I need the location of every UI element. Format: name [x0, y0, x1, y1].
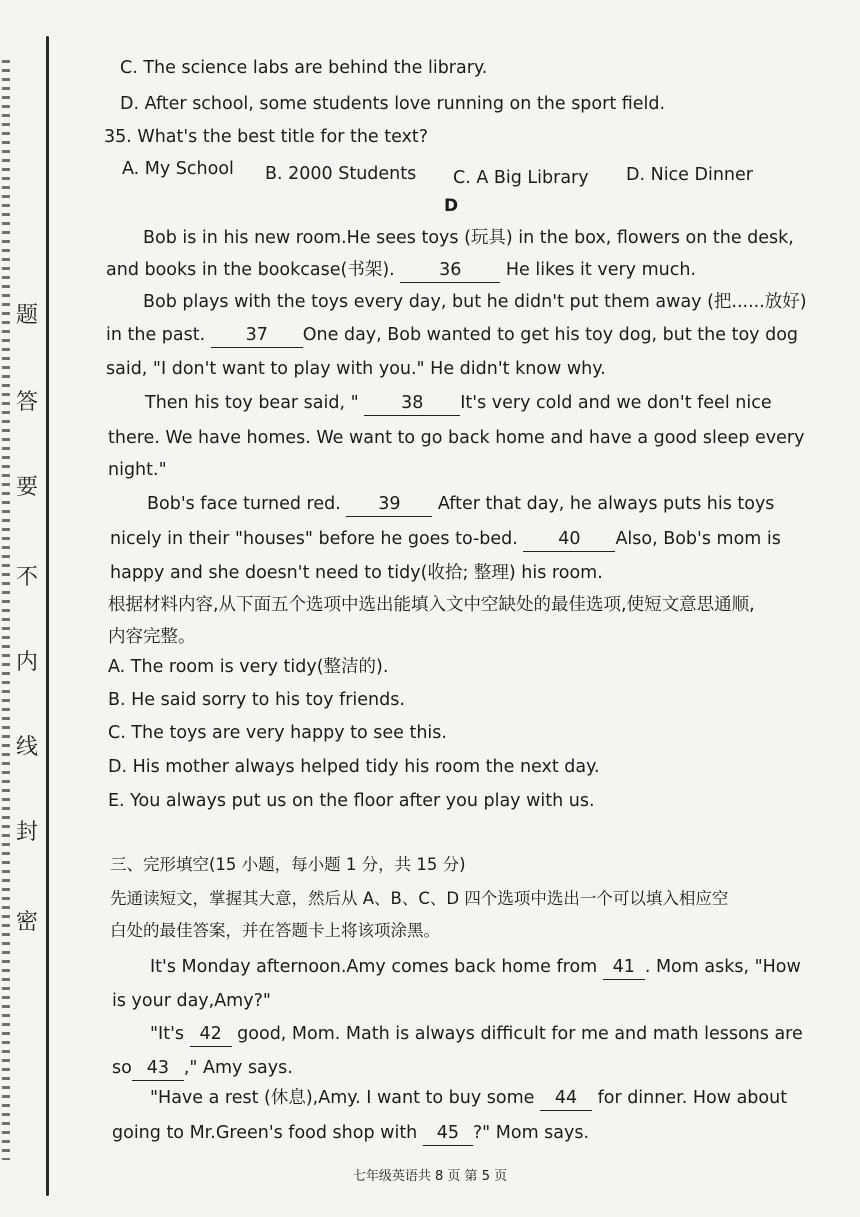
passage-d-option-c: C. The toys are very happy to see this. [108, 723, 447, 743]
passage-d-line-4: in the past. 37 One day, Bob wanted to get his toy dog, but the toy dog [106, 323, 798, 348]
cloze-line-5: "Have a rest (休息),Amy. I want to buy some 44 for dinner. How about [150, 1086, 787, 1111]
page-footer: 七年级英语共 8 页 第 5 页 [352, 1169, 508, 1184]
seal-char-5: 不 [15, 565, 38, 590]
passage-d-line-2: and books in the bookcase(书架). 36 He likes it very much. [106, 258, 696, 283]
q35-option-c: C. A Big Library [453, 168, 589, 188]
seal-char-4: 内 [15, 650, 38, 675]
cloze-line-6: going to Mr.Green's food shop with 45 ?" Mom says. [112, 1121, 589, 1146]
passage-d-option-d: D. His mother always helped tidy his room the next day. [108, 757, 600, 777]
seal-char-1: 密 [15, 910, 38, 935]
blank-41[interactable]: 41 [603, 955, 645, 980]
blank-44[interactable]: 44 [540, 1086, 592, 1111]
seal-char-2: 封 [15, 820, 38, 845]
binding-line [46, 36, 49, 1196]
blank-38[interactable]: 38 [364, 391, 460, 416]
passage-d-line-5: said, "I don't want to play with you." He didn't know why. [106, 359, 606, 379]
blank-45[interactable]: 45 [423, 1121, 473, 1146]
passage-d-line-7: there. We have homes. We want to go back home and have a good sleep every [108, 428, 805, 448]
cloze-line-3: "It's 42 good, Mom. Math is always difficult for me and math lessons are [150, 1022, 803, 1047]
cloze-instruction-1: 先通读短文，掌握其大意，然后从 A、B、C、D 四个选项中选出一个可以填入相应空 [110, 889, 729, 908]
cloze-line-4: so 43 ," Amy says. [112, 1056, 293, 1081]
cloze-instruction-2: 白处的最佳答案，并在答题卡上将该项涂黑。 [110, 921, 440, 940]
passage-d-option-e: E. You always put us on the floor after you play with us. [108, 791, 595, 811]
q35-question: 35. What's the best title for the text? [104, 127, 429, 147]
cloze-section-title: 三、完形填空(15 小题，每小题 1 分，共 15 分) [110, 855, 466, 874]
passage-d-option-b: B. He said sorry to his toy friends. [108, 690, 405, 710]
q35-option-a: A. My School [122, 159, 234, 179]
blank-40[interactable]: 40 [523, 527, 615, 552]
blank-39[interactable]: 39 [346, 492, 432, 517]
passage-d-heading: D [444, 196, 459, 216]
passage-d-line-1: Bob is in his new room.He sees toys (玩具) in the box, flowers on the desk, [143, 228, 794, 248]
seal-char-6: 要 [15, 475, 38, 500]
passage-d-line-10: nicely in their "houses" before he goes to-bed. 40 Also, Bob's mom is [110, 527, 781, 552]
blank-36[interactable]: 36 [400, 258, 500, 283]
blank-43[interactable]: 43 [132, 1056, 184, 1081]
blank-37[interactable]: 37 [211, 323, 303, 348]
passage-d-instruction-1: 根据材料内容,从下面五个选项中选出能填入文中空缺处的最佳选项,使短文意思通顺, [108, 595, 755, 615]
passage-d-line-3: Bob plays with the toys every day, but he didn't put them away (把......放好) [143, 292, 807, 312]
seal-char-3: 线 [15, 735, 38, 760]
seal-char-8: 题 [15, 303, 38, 328]
passage-d-line-8: night." [108, 460, 167, 480]
seal-char-7: 答 [15, 390, 38, 415]
blank-42[interactable]: 42 [190, 1022, 232, 1047]
passage-d-option-a: A. The room is very tidy(整洁的). [108, 657, 389, 677]
passage-d-line-11: happy and she doesn't need to tidy(收拾; 整理) his room. [110, 563, 603, 583]
binding-dots [2, 60, 10, 1160]
q35-option-d: D. Nice Dinner [626, 165, 753, 185]
q34-option-c: C. The science labs are behind the library. [120, 58, 488, 78]
passage-d-line-9: Bob's face turned red. 39 After that day, he always puts his toys [147, 492, 774, 517]
cloze-line-2: is your day,Amy?" [112, 991, 271, 1011]
passage-d-instruction-2: 内容完整。 [108, 627, 196, 647]
q35-option-b: B. 2000 Students [265, 164, 417, 184]
cloze-line-1: It's Monday afternoon.Amy comes back home from 41 . Mom asks, "How [150, 955, 801, 980]
q34-option-d: D. After school, some students love running on the sport field. [120, 94, 666, 114]
passage-d-line-6: Then his toy bear said, " 38 It's very cold and we don't feel nice [145, 391, 772, 416]
